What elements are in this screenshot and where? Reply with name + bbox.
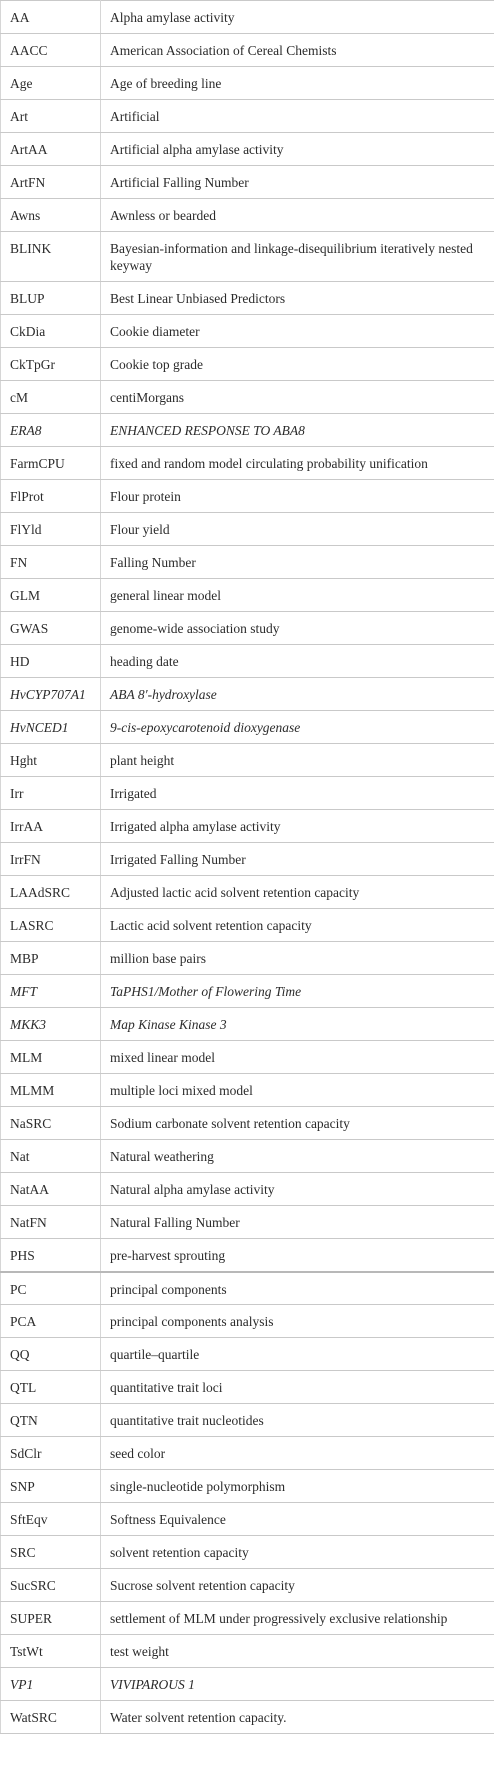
abbreviation-cell: GWAS [1, 612, 101, 645]
definition-cell: Irrigated Falling Number [101, 843, 494, 876]
definition-cell: Irrigated [101, 777, 494, 810]
table-row [1, 1470, 494, 1503]
abbreviation-cell: FN [1, 546, 101, 579]
abbreviation-cell: Nat [1, 1140, 101, 1173]
table-row [1, 1206, 494, 1239]
abbreviation-cell: SdClr [1, 1437, 101, 1470]
abbreviation-cell: PHS [1, 1239, 101, 1272]
table-row [1, 1602, 494, 1635]
table-row [1, 199, 494, 232]
abbreviation-cell: Irr [1, 777, 101, 810]
definition-cell: Artificial Falling Number [101, 166, 494, 199]
table-row [1, 1437, 494, 1470]
definition-cell: heading date [101, 645, 494, 678]
abbreviation-cell: WatSRC [1, 1701, 101, 1734]
definition-cell: solvent retention capacity [101, 1536, 494, 1569]
definition-cell: quantitative trait loci [101, 1371, 494, 1404]
definition-cell: settlement of MLM under progressively exclusive relationship [101, 1602, 494, 1635]
table-row [1, 232, 494, 282]
abbreviation-cell: SUPER [1, 1602, 101, 1635]
definition-cell: ENHANCED RESPONSE TO ABA8 [101, 414, 494, 447]
table-row [1, 34, 494, 67]
abbreviation-cell: ERA8 [1, 414, 101, 447]
table-row [1, 1536, 494, 1569]
definition-cell: multiple loci mixed model [101, 1074, 494, 1107]
abbreviation-cell: cM [1, 381, 101, 414]
definition-cell: fixed and random model circulating probability unification [101, 447, 494, 480]
table-row [1, 678, 494, 711]
abbreviation-cell: VP1 [1, 1668, 101, 1701]
table-row [1, 1008, 494, 1041]
definition-cell: single-nucleotide polymorphism [101, 1470, 494, 1503]
abbreviation-cell: MKK3 [1, 1008, 101, 1041]
table-row [1, 843, 494, 876]
table-row [1, 166, 494, 199]
abbreviation-cell: FlProt [1, 480, 101, 513]
definition-cell: Falling Number [101, 546, 494, 579]
definition-cell: Bayesian-information and linkage-disequilibrium iteratively nested keyway [101, 232, 494, 282]
table-row [1, 1503, 494, 1536]
table-row [1, 513, 494, 546]
abbreviation-cell: CkDia [1, 315, 101, 348]
abbreviation-cell: CkTpGr [1, 348, 101, 381]
abbreviation-cell: HD [1, 645, 101, 678]
abbreviation-cell: MBP [1, 942, 101, 975]
definition-cell: general linear model [101, 579, 494, 612]
abbreviation-cell: NatFN [1, 1206, 101, 1239]
abbreviation-cell: QQ [1, 1338, 101, 1371]
table-row [1, 975, 494, 1008]
definition-cell: Map Kinase Kinase 3 [101, 1008, 494, 1041]
abbreviation-cell: TstWt [1, 1635, 101, 1668]
abbreviation-cell: FarmCPU [1, 447, 101, 480]
abbreviation-cell: NaSRC [1, 1107, 101, 1140]
abbreviation-cell: FlYld [1, 513, 101, 546]
table-row [1, 579, 494, 612]
abbreviation-cell: AACC [1, 34, 101, 67]
definition-cell: seed color [101, 1437, 494, 1470]
definition-cell: Softness Equivalence [101, 1503, 494, 1536]
table-row [1, 1272, 494, 1305]
abbreviation-cell: LASRC [1, 909, 101, 942]
definition-cell: centiMorgans [101, 381, 494, 414]
definition-cell: Sodium carbonate solvent retention capacity [101, 1107, 494, 1140]
abbreviation-cell: PCA [1, 1305, 101, 1338]
table-row [1, 777, 494, 810]
table-row [1, 1107, 494, 1140]
abbreviations-table-body [1, 1, 494, 1734]
definition-cell: quantitative trait nucleotides [101, 1404, 494, 1437]
table-row [1, 1074, 494, 1107]
table-row [1, 1701, 494, 1734]
table-row [1, 1041, 494, 1074]
table-row [1, 546, 494, 579]
table-row [1, 282, 494, 315]
table-row [1, 876, 494, 909]
abbreviation-cell: AA [1, 1, 101, 34]
abbreviation-cell: Age [1, 67, 101, 100]
definition-cell: pre-harvest sprouting [101, 1239, 494, 1272]
abbreviation-cell: PC [1, 1272, 101, 1305]
table-row [1, 480, 494, 513]
definition-cell: VIVIPAROUS 1 [101, 1668, 494, 1701]
table-row [1, 942, 494, 975]
definition-cell: genome-wide association study [101, 612, 494, 645]
definition-cell: Sucrose solvent retention capacity [101, 1569, 494, 1602]
abbreviation-cell: BLINK [1, 232, 101, 282]
definition-cell: quartile–quartile [101, 1338, 494, 1371]
definition-cell: Age of breeding line [101, 67, 494, 100]
table-row [1, 133, 494, 166]
table-row [1, 1569, 494, 1602]
table-row [1, 1173, 494, 1206]
abbreviation-cell: HvNCED1 [1, 711, 101, 744]
definition-cell: Alpha amylase activity [101, 1, 494, 34]
table-row [1, 1404, 494, 1437]
table-row [1, 381, 494, 414]
definition-cell: TaPHS1/Mother of Flowering Time [101, 975, 494, 1008]
table-row [1, 1239, 494, 1272]
abbreviation-cell: ArtFN [1, 166, 101, 199]
table-row [1, 315, 494, 348]
table-row [1, 67, 494, 100]
definition-cell: principal components [101, 1272, 494, 1305]
abbreviation-cell: MFT [1, 975, 101, 1008]
table-row [1, 1338, 494, 1371]
abbreviation-cell: ArtAA [1, 133, 101, 166]
definition-cell: American Association of Cereal Chemists [101, 34, 494, 67]
table-row [1, 1371, 494, 1404]
definition-cell: Cookie diameter [101, 315, 494, 348]
definition-cell: plant height [101, 744, 494, 777]
table-row [1, 348, 494, 381]
table-row [1, 447, 494, 480]
table-row [1, 744, 494, 777]
definition-cell: test weight [101, 1635, 494, 1668]
table-row [1, 1305, 494, 1338]
table-row [1, 100, 494, 133]
definition-cell: ABA 8′-hydroxylase [101, 678, 494, 711]
table-row [1, 909, 494, 942]
abbreviation-cell: HvCYP707A1 [1, 678, 101, 711]
abbreviation-cell: MLMM [1, 1074, 101, 1107]
table-row [1, 645, 494, 678]
definition-cell: Adjusted lactic acid solvent retention capacity [101, 876, 494, 909]
definition-cell: Water solvent retention capacity. [101, 1701, 494, 1734]
abbreviation-cell: IrrAA [1, 810, 101, 843]
definition-cell: Flour yield [101, 513, 494, 546]
definition-cell: Natural alpha amylase activity [101, 1173, 494, 1206]
definition-cell: Natural weathering [101, 1140, 494, 1173]
definition-cell: million base pairs [101, 942, 494, 975]
definition-cell: mixed linear model [101, 1041, 494, 1074]
table-row [1, 810, 494, 843]
abbreviation-cell: QTN [1, 1404, 101, 1437]
definition-cell: 9-cis-epoxycarotenoid dioxygenase [101, 711, 494, 744]
table-row [1, 1, 494, 34]
definition-cell: Irrigated alpha amylase activity [101, 810, 494, 843]
abbreviation-cell: QTL [1, 1371, 101, 1404]
definition-cell: Awnless or bearded [101, 199, 494, 232]
abbreviation-cell: NatAA [1, 1173, 101, 1206]
definition-cell: Best Linear Unbiased Predictors [101, 282, 494, 315]
definition-cell: Flour protein [101, 480, 494, 513]
abbreviation-cell: Art [1, 100, 101, 133]
table-row [1, 414, 494, 447]
abbreviation-cell: IrrFN [1, 843, 101, 876]
definition-cell: principal components analysis [101, 1305, 494, 1338]
abbreviation-cell: SftEqv [1, 1503, 101, 1536]
definition-cell: Cookie top grade [101, 348, 494, 381]
abbreviation-cell: MLM [1, 1041, 101, 1074]
definition-cell: Lactic acid solvent retention capacity [101, 909, 494, 942]
table-row [1, 612, 494, 645]
abbreviation-cell: Hght [1, 744, 101, 777]
table-row [1, 711, 494, 744]
definition-cell: Natural Falling Number [101, 1206, 494, 1239]
table-row [1, 1635, 494, 1668]
table-row [1, 1140, 494, 1173]
abbreviation-cell: SRC [1, 1536, 101, 1569]
definition-cell: Artificial [101, 100, 494, 133]
abbreviation-cell: SucSRC [1, 1569, 101, 1602]
table-row [1, 1668, 494, 1701]
abbreviation-cell: BLUP [1, 282, 101, 315]
abbreviation-cell: GLM [1, 579, 101, 612]
abbreviation-cell: SNP [1, 1470, 101, 1503]
definition-cell: Artificial alpha amylase activity [101, 133, 494, 166]
abbreviation-cell: Awns [1, 199, 101, 232]
abbreviation-cell: LAAdSRC [1, 876, 101, 909]
